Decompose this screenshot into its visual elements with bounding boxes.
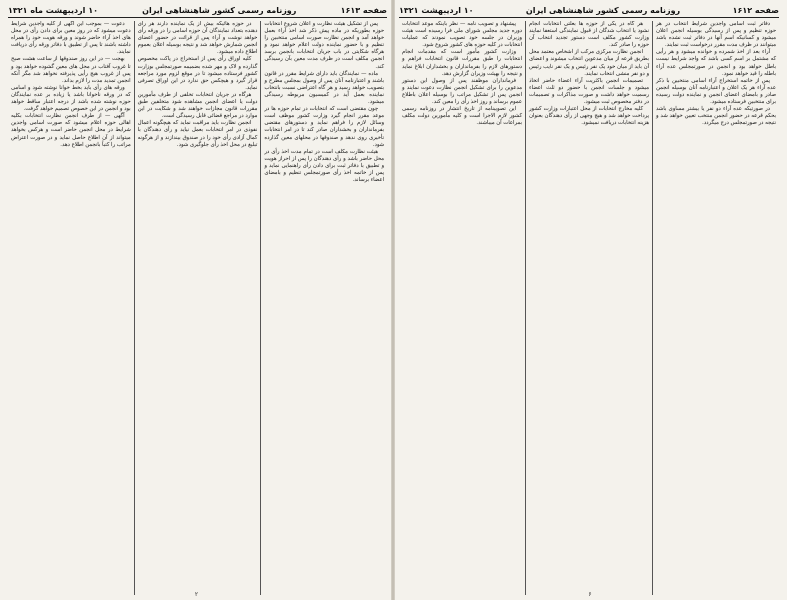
left-col-2 <box>135 21 262 595</box>
paragraph: انجمن نظارت مرکزی مرکب از اشخاص معتمد محل بطریق قرعه از میان مدعوین انتخاب میشوند و اعضای آن باید از میان خود یک نفر رئیس و یک نفر نایب رئیس و دو نفر منشی انتخاب نمایند. <box>529 49 649 77</box>
paragraph: در صورتیکه عده آراء دو نفر یا بیشتر مساوی باشد بحکم قرعه در حضور انجمن منتخب تعیین خواهد شد و نتیجه در صورتمجلس درج میگردد. <box>656 106 776 127</box>
paragraph: دفاتر ثبت اسامی واجدین شرایط انتخاب در هر حوزه تنظیم و پس از رسیدگی بوسیله انجمن اعلان میشود و کسانیکه اسم آنها در دفاتر ثبت نشده باشد میتوانند در ظرف مدت مقرر درخواست ثبت نمایند. <box>656 21 776 49</box>
paragraph: کلیه مخارج انتخابات از محل اعتبارات وزارت کشور پرداخت خواهد شد و هیچ وجهی از رأی دهندگان بعنوان هزینه انتخابات دریافت نمیشود. <box>529 106 649 127</box>
paragraph: آگهی — از طرف انجمن نظارت انتخابات بکلیه اهالی حوزه اعلام میشود که صورت اسامی واجدین شرایط در محل انجمن حاضر است و هرکس بخواهد میتواند از آن اطلاع حاصل نماید و در صورت اعتراض مراتب را کتباً بانجمن اطلاع دهد. <box>10 113 131 148</box>
left-page-date: ۱۰ اردیبهشت ماه ۱۳۲۱ <box>8 6 98 15</box>
paragraph: ورقه های رأی باید بخط خوانا نوشته شود و اسامی که در ورقه ناخوانا باشد یا زیاده بر عده نمایندگان حوزه نوشته شده باشد از درجه اعتبار ساقط خواهد بود و انجمن در این خصوص تصمیم خواهد گرفت. <box>10 84 131 113</box>
paragraph: در حوزه هائیکه بیش از یک نماینده دارند هر رأی دهنده بتعداد نمایندگان آن حوزه اسامی را در ورقه رأی خواهد نوشت و آراء پس از قرائت در حضور اعضای انجمن شمارش خواهد شد و نتیجه بوسیله اعلان بعموم اطلاع داده میشود. <box>137 21 258 56</box>
right-page-number: صفحه ۱۶۱۲ <box>732 6 779 15</box>
paragraph: هیئت نظارت مکلف است در تمام مدت اخذ رأی در محل حاضر باشد و رأی دهندگان را پس از احراز هویت و تطبیق با دفاتر ثبت برای دادن رأی راهنمایی نماید و پس از خاتمه اخذ رأی صورتمجلس تنظیم و بامضای اعضاء برساند. <box>264 148 384 184</box>
right-page <box>393 0 787 600</box>
left-page-footer: ۲ <box>194 591 199 598</box>
right-col-1 <box>653 21 779 595</box>
paragraph: بهجت — در این روز صندوقها از ساعت هشت صبح تا غروب آفتاب در محل های معین گشوده خواهد بود و پس از غروب هیچ رأیی پذیرفته نخواهد شد مگر آنکه انجمن تمدید مدت را لازم بداند. <box>10 56 131 84</box>
paragraph: این تصویبنامه از تاریخ انتشار در روزنامه رسمی کشور لازم الاجرا است و کلیه مأمورین دولت مکلف بمراعات آن میباشند. <box>402 106 522 127</box>
paragraph: پس از تشکیل هیئت نظارت و اعلان شروع انتخابات حوزه بطوریکه در ماده پیش ذکر شد اخذ آراء بعمل خواهد آمد و انجمن نظارت صورت اسامی منتخبین را تنظیم و با حضور نماینده دولت اعلام خواهد نمود و هرگاه شکایتی در باب جریان انتخابات بانجمن برسد انجمن مکلف است در ظرف مدت معین بآن رسیدگی کند. <box>264 21 384 70</box>
paragraph: کلیه اوراق رأی پس از استخراج در پاکت مخصوص گذارده و لاک و مهر شده بضمیمه صورتمجلس بوزارت کشور فرستاده میشود تا در موقع لزوم مورد مراجعه قرار گیرد و هیچکس حق ندارد در این اوراق تصرفی نماید. <box>137 56 258 91</box>
left-page-header <box>8 4 387 18</box>
left-page-columns <box>8 21 387 595</box>
paragraph: وزارت کشور مأمور است که مقدمات انجام انتخابات را طبق مقررات قانون انتخابات فراهم و دستورهای لازم را بفرمانداران و بخشداران ابلاغ نماید و نتیجه را بهیئت وزیران گزارش دهد. <box>402 49 522 77</box>
paragraph: چون مقتضی است که انتخابات در تمام حوزه ها در موعد مقرر انجام گیرد وزارت کشور موظف است وسائل لازم را فراهم نماید و دستورهای مقتضی بفرمانداران و بخشداران صادر کند تا در امر انتخابات تأخیری روی ندهد و صندوقها در محلهای معین گذارده شود. <box>264 106 384 148</box>
paragraph: پیشنهاد و تصویب نامه — نظر باینکه موعد انتخابات دوره جدید مجلس شورای ملی فرا رسیده است هیئت وزیران در جلسه خود تصویب نمودند که عملیات انتخابات در کلیه حوزه های کشور شروع شود. <box>402 21 522 49</box>
left-col-1 <box>261 21 387 595</box>
right-page-header <box>399 4 779 18</box>
paragraph: تصمیمات انجمن باکثریت آراء اعضاء حاضر اتخاذ میشود و جلسات انجمن با حضور دو ثلث اعضاء رسمیت خواهد داشت و صورت مذاکرات و تصمیمات در دفتر مخصوص ثبت میشود. <box>529 77 649 106</box>
right-page-date: ۱۰ اردیبهشت ۱۳۲۱ <box>399 6 474 15</box>
left-col-3 <box>8 21 135 595</box>
right-col-3 <box>399 21 526 595</box>
paragraph: دعوت — بموجب این آگهی از کلیه واجدین شرایط دعوت میشود که در روز معین برای دادن رأی در محل های اخذ آراء حاضر شوند و ورقه هویت خود را همراه داشته باشند تا پس از تطبیق با دفاتر ورقه رأی دریافت نمایند. <box>10 21 131 56</box>
paragraph: آراء بعد از اخذ شمرده و خوانده میشود و هر رأیی که مشتمل بر اسم کسی باشد که واجد شرایط نیست باطل خواهد بود و انجمن در صورتمجلس عده آراء باطله را قید خواهد نمود. <box>656 49 776 77</box>
paragraph: هرگاه در جریان انتخابات تخلفی از طرف مأمورین دولت یا اعضای انجمن مشاهده شود متخلفین طبق مقررات قانون مجازات خواهند شد و شکایت در این موارد در مراجع قضائی قابل رسیدگی است. <box>137 91 258 120</box>
paragraph: فرمانداران موظفند پس از وصول این دستور مدعوین را برای تشکیل انجمن نظارت دعوت نمایند و انجمن پس از تشکیل مراتب را بوسیله اعلان باطلاع عموم برساند و روز اخذ رأی را معین کند. <box>402 77 522 106</box>
paragraph: ماده — نمایندگان باید دارای شرایط مقرر در قانون باشند و اعتبارنامه آنان پس از وصول بمجلس مطرح و بتصویب خواهد رسید و هر گاه اعتراضی نسبت بانتخاب نماینده بعمل آید در کمیسیون مربوطه رسیدگی میشود. <box>264 70 384 106</box>
paragraph: انجمن نظارت باید مراقبت نماید که هیچگونه اعمال نفوذی در امر انتخابات بعمل نیاید و رأی دهندگان با کمال آزادی رأی خود را در صندوق بیندازند و از هرگونه تبلیغ در محل اخذ رأی جلوگیری شود. <box>137 120 258 148</box>
left-page <box>0 0 393 600</box>
right-page-title: روزنامه رسمی کشور شاهنشاهی ایران <box>525 6 681 15</box>
paragraph: هر گاه در یکی از حوزه ها بعلتی انتخابات انجام نشود یا انتخاب شدگان از قبول نمایندگی استعفا نمایند وزارت کشور مکلف است دستور تجدید انتخاب آن حوزه را صادر کند. <box>529 21 649 49</box>
right-page-footer: ۶ <box>588 591 592 598</box>
paragraph: پس از خاتمه استخراج آراء اسامی منتخبین با ذکر عده آراء هر یک اعلان و اعتبارنامه آنان بوسیله انجمن صادر و بامضای اعضای انجمن و نماینده دولت رسیده برای منتخبین فرستاده میشود. <box>656 77 776 106</box>
right-page-columns <box>399 21 779 595</box>
left-page-title: روزنامه رسمی کشور شاهنشاهی ایران <box>142 6 297 15</box>
left-page-number: صفحه ۱۶۱۳ <box>340 6 387 15</box>
right-col-2 <box>526 21 653 595</box>
